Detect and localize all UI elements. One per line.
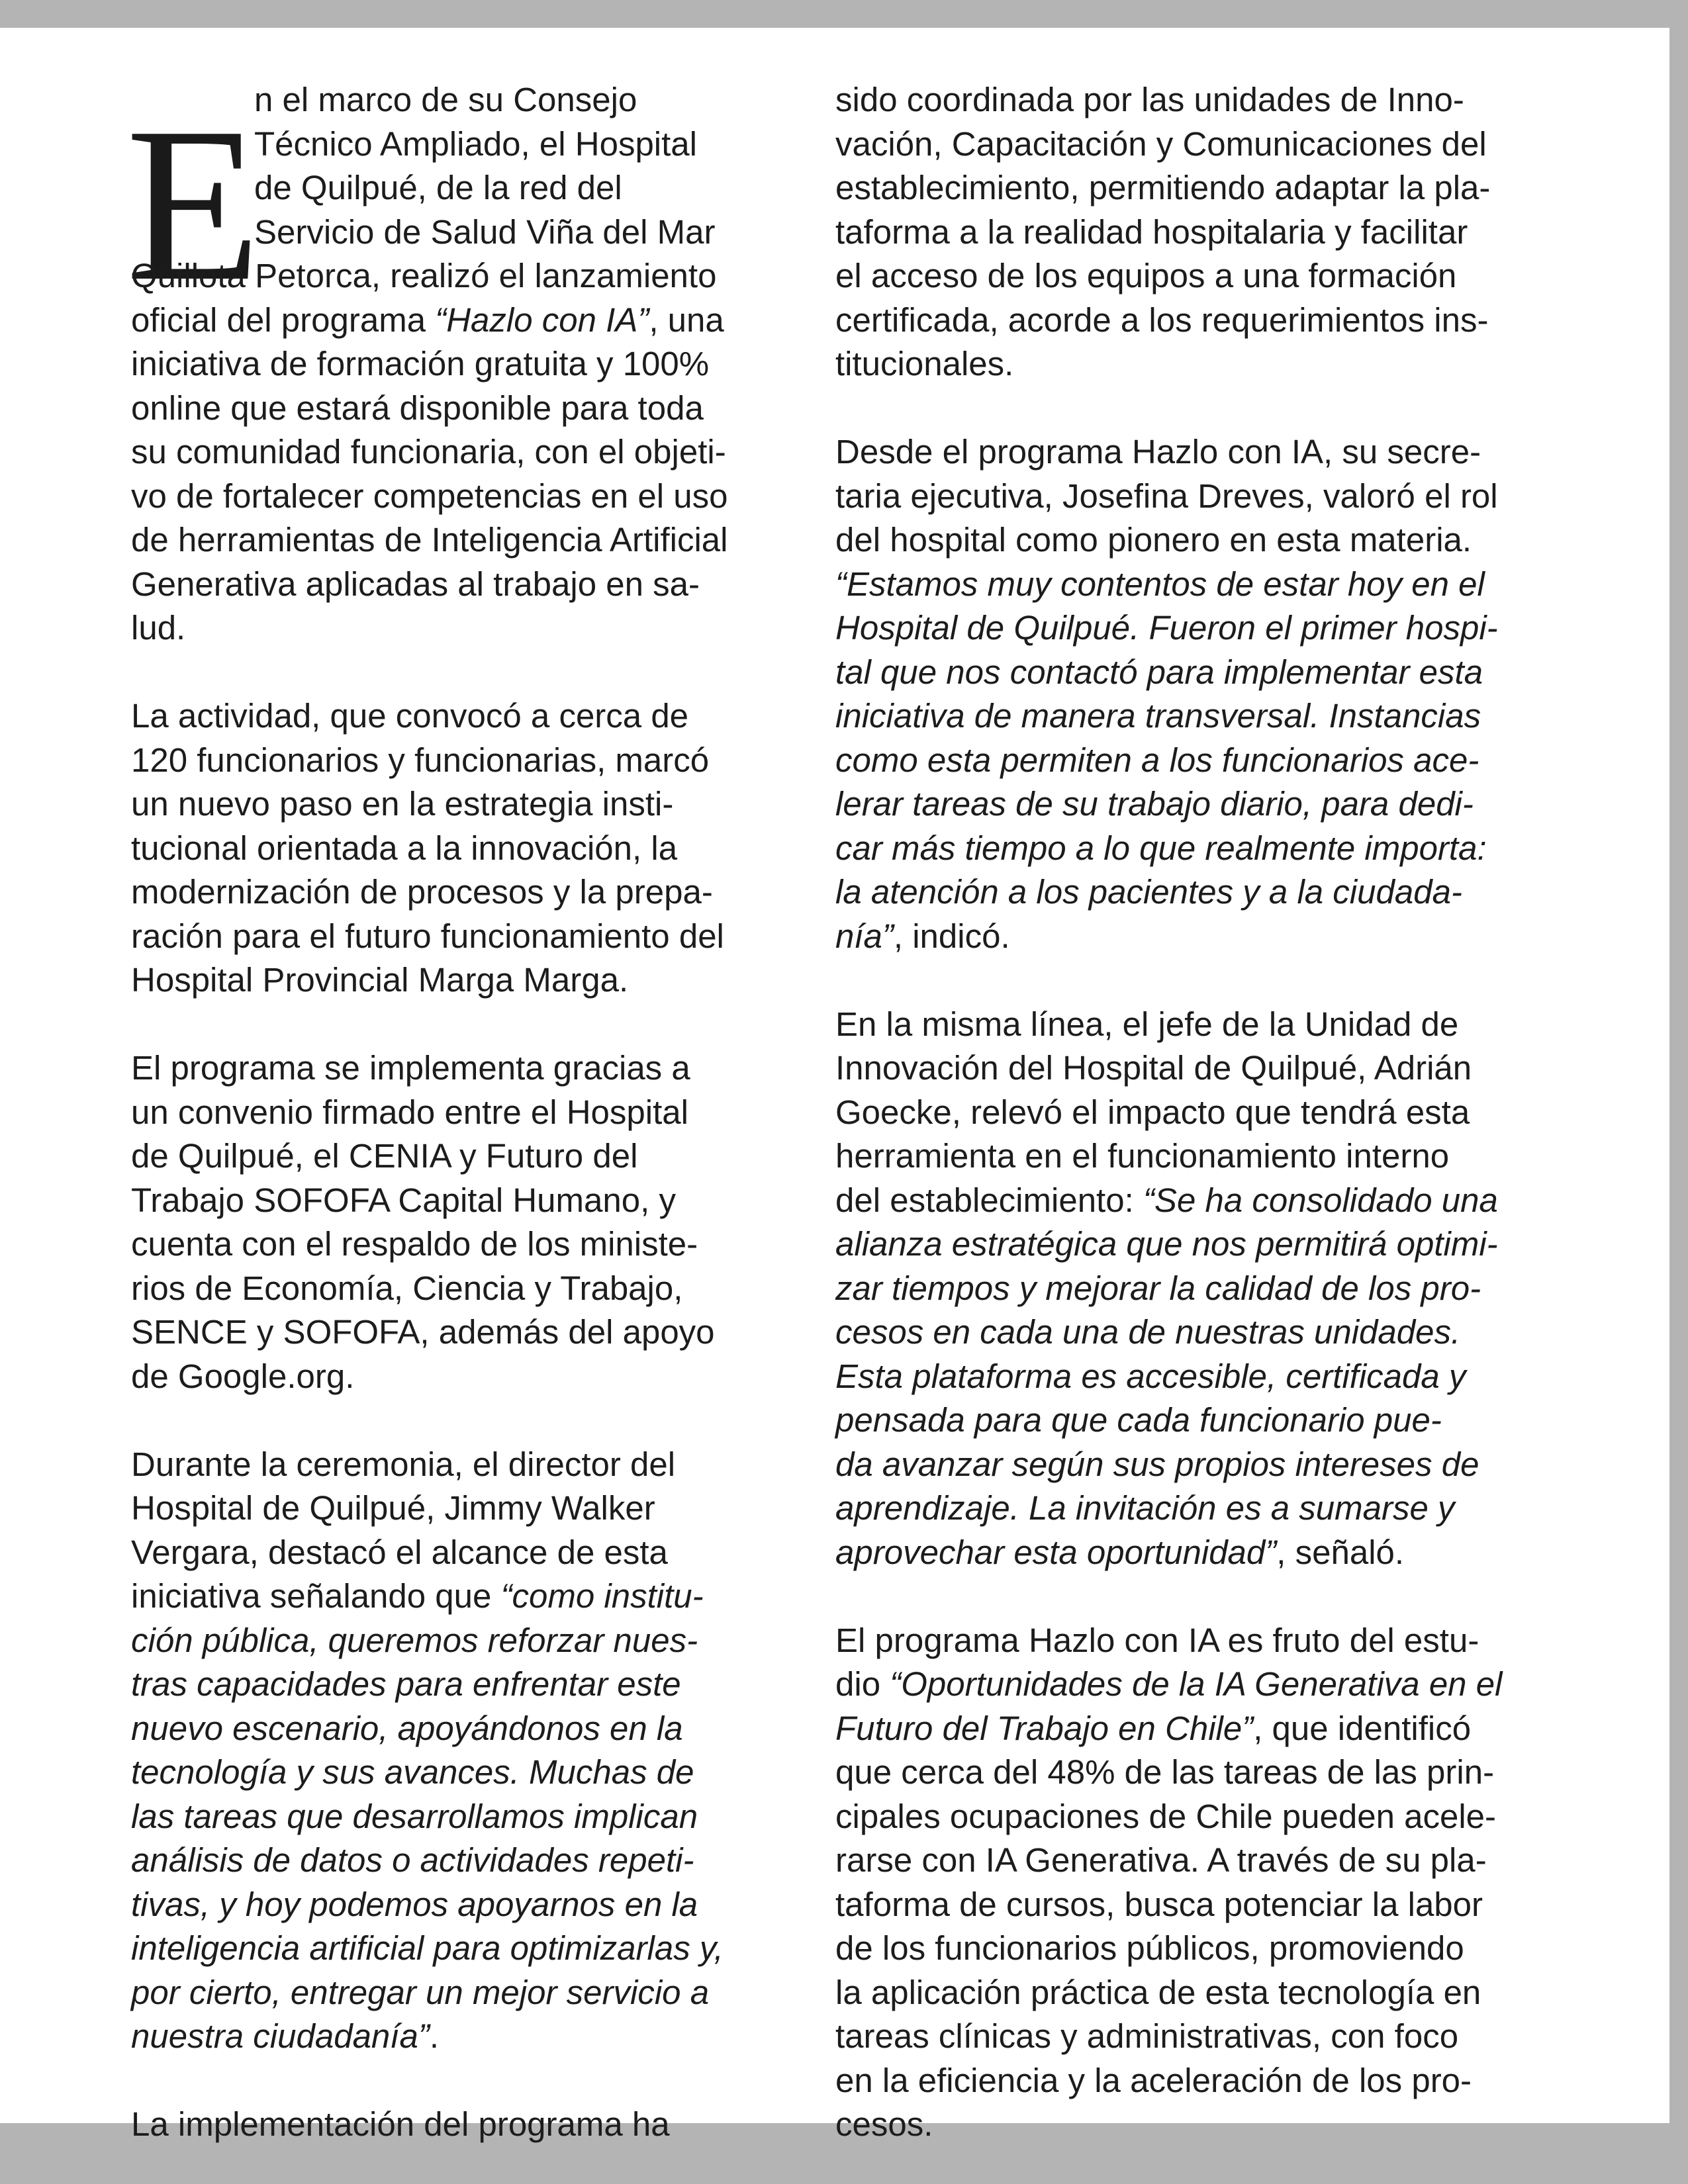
quote-text: tivas, y hoy podemos apoyarnos en la bbox=[131, 1885, 698, 1923]
text-line bbox=[835, 166, 1590, 210]
text-line bbox=[835, 1707, 1590, 1751]
text-line bbox=[835, 1443, 1590, 1487]
body-text: tucional orientada a la innovación, la bbox=[131, 829, 678, 867]
body-text: El programa se implementa gracias a bbox=[131, 1049, 690, 1087]
quote-text: como esta permiten a los funcionarios ace- bbox=[835, 741, 1479, 779]
quote-text: da avanzar según sus propios intereses de bbox=[835, 1445, 1479, 1483]
article-right-column bbox=[835, 78, 1590, 2147]
text-line bbox=[131, 958, 786, 1003]
body-text: rarse con IA Generativa. A través de su pla- bbox=[835, 1841, 1487, 1879]
quote-text: tras capacidades para enfrentar este bbox=[131, 1665, 681, 1703]
text-line bbox=[131, 1662, 786, 1707]
body-text: el acceso de los equipos a una formación bbox=[835, 257, 1457, 295]
body-text: En la misma línea, el jefe de la Unidad de bbox=[835, 1005, 1459, 1043]
body-text: titucionales. bbox=[835, 345, 1014, 383]
text-line bbox=[835, 298, 1590, 343]
quote-text: tecnología y sus avances. Muchas de bbox=[131, 1753, 694, 1791]
text-line bbox=[131, 1531, 786, 1575]
text-line bbox=[835, 1091, 1590, 1135]
text-line bbox=[131, 1839, 786, 1883]
text-line bbox=[835, 651, 1590, 695]
text-line bbox=[131, 1927, 786, 1971]
text-line bbox=[835, 1619, 1590, 1663]
text-line bbox=[131, 827, 786, 871]
quote-text: análisis de datos o actividades repeti- bbox=[131, 1841, 694, 1879]
paragraph-gap bbox=[835, 1574, 1590, 1619]
body-text: en la eficiencia y la aceleración de los pro- bbox=[835, 2061, 1472, 2099]
text-line bbox=[835, 1179, 1590, 1223]
body-text: herramienta en el funcionamiento interno bbox=[835, 1137, 1450, 1175]
body-text: Desde el programa Hazlo con IA, su secre- bbox=[835, 433, 1481, 471]
quote-text: zar tiempos y mejorar la calidad de los pro- bbox=[835, 1269, 1481, 1307]
text-line bbox=[835, 1003, 1590, 1047]
quote-text: “Se ha consolidado una bbox=[1143, 1181, 1498, 1219]
body-text: vación, Capacitación y Comunicaciones del bbox=[835, 124, 1487, 163]
text-line bbox=[835, 1222, 1590, 1267]
text-line bbox=[835, 915, 1590, 959]
quote-text: “Hazlo con IA” bbox=[435, 300, 649, 339]
text-line bbox=[131, 210, 786, 255]
text-line bbox=[131, 739, 786, 783]
body-text: taria ejecutiva, Josefina Dreves, valoró el rol bbox=[835, 477, 1498, 515]
body-text: que cerca del 48% de las tareas de las prin- bbox=[835, 1753, 1495, 1791]
body-text: su comunidad funcionaria, con el objeti- bbox=[131, 433, 726, 471]
text-line bbox=[131, 298, 786, 343]
text-line bbox=[131, 2103, 786, 2147]
body-text: SENCE y SOFOFA, además del apoyo bbox=[131, 1313, 715, 1351]
paragraph-gap bbox=[835, 958, 1590, 1003]
body-text: oficial del programa bbox=[131, 300, 436, 339]
body-text: rios de Economía, Ciencia y Trabajo, bbox=[131, 1269, 683, 1307]
body-text: un convenio firmado entre el Hospital bbox=[131, 1093, 688, 1131]
body-text: Trabajo SOFOFA Capital Humano, y bbox=[131, 1181, 676, 1219]
body-text: online que estará disponible para toda bbox=[131, 388, 704, 427]
text-line bbox=[835, 122, 1590, 167]
text-line bbox=[835, 1310, 1590, 1355]
text-line bbox=[835, 475, 1590, 519]
text-line bbox=[131, 782, 786, 827]
text-line bbox=[131, 2015, 786, 2059]
body-text: El programa Hazlo con IA es fruto del estu- bbox=[835, 1621, 1479, 1659]
text-line bbox=[131, 475, 786, 519]
text-line bbox=[131, 1751, 786, 1795]
body-text: establecimiento, permitiendo adaptar la pla- bbox=[835, 169, 1491, 206]
body-text: , indicó. bbox=[893, 917, 1010, 955]
text-line bbox=[835, 342, 1590, 387]
text-line bbox=[131, 1707, 786, 1751]
quote-text: nía” bbox=[835, 917, 894, 955]
text-line bbox=[131, 606, 786, 651]
body-text: . bbox=[429, 2017, 439, 2055]
text-line bbox=[131, 1310, 786, 1355]
body-text: iniciativa señalando que bbox=[131, 1577, 501, 1615]
text-line bbox=[131, 1619, 786, 1663]
quote-text: nuevo escenario, apoyándonos en la bbox=[131, 1709, 683, 1747]
body-text: cesos. bbox=[835, 2105, 933, 2143]
text-line bbox=[131, 1046, 786, 1091]
body-text: de Quilpué, el CENIA y Futuro del bbox=[131, 1137, 638, 1175]
text-line bbox=[835, 563, 1590, 607]
text-line bbox=[835, 1398, 1590, 1443]
text-line bbox=[131, 342, 786, 387]
quote-text: ción pública, queremos reforzar nues- bbox=[131, 1621, 698, 1659]
body-text: , que identificó bbox=[1253, 1709, 1472, 1747]
text-line bbox=[835, 1134, 1590, 1179]
body-text: tareas clínicas y administrativas, con foco bbox=[835, 2017, 1459, 2055]
body-text: , señaló. bbox=[1276, 1533, 1405, 1571]
text-line bbox=[835, 254, 1590, 298]
text-line bbox=[131, 1443, 786, 1487]
text-line bbox=[131, 1134, 786, 1179]
text-line bbox=[835, 1662, 1590, 1707]
quote-text: “Oportunidades de la IA Generativa en el bbox=[890, 1665, 1503, 1703]
text-line bbox=[835, 1267, 1590, 1311]
body-text: ración para el futuro funcionamiento del bbox=[131, 917, 724, 955]
article-left-column bbox=[131, 78, 786, 2147]
text-line bbox=[835, 1046, 1590, 1091]
body-text: Goecke, relevó el impacto que tendrá esta bbox=[835, 1093, 1470, 1131]
body-text: taforma a la realidad hospitalaria y facilitar bbox=[835, 212, 1468, 251]
body-text: vo de fortalecer competencias en el uso bbox=[131, 477, 728, 515]
body-text: del establecimiento: bbox=[835, 1181, 1143, 1219]
text-line bbox=[131, 254, 786, 298]
body-text: de Quilpué, de la red del bbox=[254, 169, 622, 206]
text-line bbox=[131, 1179, 786, 1223]
text-line bbox=[835, 1486, 1590, 1531]
body-text: sido coordinada por las unidades de Inno- bbox=[835, 81, 1464, 118]
text-line bbox=[835, 782, 1590, 827]
text-line bbox=[131, 1222, 786, 1267]
text-line bbox=[835, 1971, 1590, 2015]
text-line bbox=[835, 1751, 1590, 1795]
paragraph-gap bbox=[131, 651, 786, 695]
text-line bbox=[835, 1883, 1590, 1927]
body-text: de los funcionarios públicos, promoviendo bbox=[835, 1929, 1464, 1967]
text-line bbox=[835, 2059, 1590, 2103]
body-text: la aplicación práctica de esta tecnología en bbox=[835, 1973, 1481, 2011]
text-line bbox=[835, 739, 1590, 783]
quote-text: la atención a los pacientes y a la ciudada- bbox=[835, 873, 1462, 911]
body-text: Vergara, destacó el alcance de esta bbox=[131, 1533, 668, 1571]
text-line bbox=[131, 430, 786, 475]
text-line bbox=[131, 387, 786, 431]
quote-text: cesos en cada una de nuestras unidades. bbox=[835, 1313, 1461, 1351]
text-line bbox=[131, 870, 786, 915]
text-line bbox=[835, 1355, 1590, 1399]
quote-text: nuestra ciudadanía” bbox=[131, 2017, 430, 2055]
body-text: Técnico Ampliado, el Hospital bbox=[254, 124, 698, 163]
body-text: iniciativa de formación gratuita y 100% bbox=[131, 345, 710, 383]
text-line bbox=[835, 1839, 1590, 1883]
body-text: certificada, acorde a los requerimientos ins- bbox=[835, 300, 1489, 339]
text-line bbox=[131, 563, 786, 607]
quote-text: Esta plataforma es accesible, certificada y bbox=[835, 1357, 1466, 1395]
body-text: Generativa aplicadas al trabajo en sa- bbox=[131, 565, 700, 603]
text-line bbox=[131, 1355, 786, 1399]
quote-text: las tareas que desarrollamos implican bbox=[131, 1797, 698, 1835]
body-text: cuenta con el respaldo de los ministe- bbox=[131, 1225, 698, 1263]
text-line bbox=[131, 1883, 786, 1927]
body-text: Innovación del Hospital de Quilpué, Adrián bbox=[835, 1049, 1472, 1087]
body-text: de herramientas de Inteligencia Artificial bbox=[131, 521, 728, 559]
text-line bbox=[835, 210, 1590, 255]
paragraph-gap bbox=[131, 2059, 786, 2103]
body-text: Hospital de Quilpué, Jimmy Walker bbox=[131, 1489, 655, 1527]
body-text: cipales ocupaciones de Chile pueden acele- bbox=[835, 1797, 1497, 1835]
quote-text: “como institu- bbox=[500, 1577, 704, 1615]
body-text: Durante la ceremonia, el director del bbox=[131, 1445, 676, 1483]
body-text: , una bbox=[649, 300, 724, 339]
paragraph-gap bbox=[835, 387, 1590, 431]
text-line bbox=[131, 518, 786, 563]
body-text: de Google.org. bbox=[131, 1357, 355, 1395]
text-line bbox=[835, 694, 1590, 739]
quote-text: alianza estratégica que nos permitirá optimi- bbox=[835, 1225, 1498, 1263]
text-line bbox=[835, 1795, 1590, 1839]
text-line bbox=[835, 2103, 1590, 2147]
quote-text: inteligencia artificial para optimizarlas y, bbox=[131, 1929, 724, 1967]
body-text: Hospital Provincial Marga Marga. bbox=[131, 961, 629, 999]
quote-text: Hospital de Quilpué. Fueron el primer hospi- bbox=[835, 609, 1498, 647]
body-text: un nuevo paso en la estrategia insti- bbox=[131, 785, 674, 823]
text-line bbox=[131, 1971, 786, 2015]
text-line bbox=[835, 827, 1590, 871]
text-line bbox=[835, 2015, 1590, 2059]
body-text: Servicio de Salud Viña del Mar bbox=[254, 212, 716, 251]
text-line bbox=[835, 430, 1590, 475]
body-text: dio bbox=[835, 1665, 890, 1703]
quote-text: “Estamos muy contentos de estar hoy en el bbox=[835, 565, 1485, 603]
text-line bbox=[131, 122, 786, 167]
body-text: La implementación del programa ha bbox=[131, 2105, 670, 2143]
body-text: n el marco de su Consejo bbox=[254, 81, 637, 118]
body-text: del hospital como pionero en esta materia. bbox=[835, 521, 1472, 559]
drop-cap: E bbox=[126, 82, 261, 327]
quote-text: lerar tareas de su trabajo diario, para dedi- bbox=[835, 785, 1474, 823]
text-line bbox=[131, 166, 786, 210]
text-line bbox=[131, 1091, 786, 1135]
text-line bbox=[131, 78, 786, 122]
body-text: taforma de cursos, busca potenciar la labor bbox=[835, 1885, 1483, 1923]
quote-text: Futuro del Trabajo en Chile” bbox=[835, 1709, 1254, 1747]
text-line bbox=[131, 1795, 786, 1839]
text-line bbox=[835, 518, 1590, 563]
quote-text: aprendizaje. La invitación es a sumarse y bbox=[835, 1489, 1455, 1527]
text-line bbox=[835, 606, 1590, 651]
body-text: modernización de procesos y la prepa- bbox=[131, 873, 713, 911]
quote-text: pensada para que cada funcionario pue- bbox=[835, 1401, 1442, 1439]
text-line bbox=[131, 1267, 786, 1311]
body-text: Quillota Petorca, realizó el lanzamiento bbox=[131, 257, 717, 295]
quote-text: aprovechar esta oportunidad” bbox=[835, 1533, 1277, 1571]
article-page bbox=[0, 28, 1669, 2143]
text-line bbox=[835, 1531, 1590, 1575]
text-line bbox=[835, 870, 1590, 915]
text-line bbox=[131, 694, 786, 739]
text-line bbox=[131, 1486, 786, 1531]
paragraph-gap bbox=[131, 1003, 786, 1047]
body-text: lud. bbox=[131, 609, 186, 647]
body-text: La actividad, que convocó a cerca de bbox=[131, 697, 689, 735]
text-line bbox=[131, 1574, 786, 1619]
text-line bbox=[835, 78, 1590, 122]
text-line bbox=[835, 1927, 1590, 1971]
quote-text: tal que nos contactó para implementar esta bbox=[835, 653, 1483, 691]
quote-text: car más tiempo a lo que realmente importa: bbox=[835, 829, 1487, 867]
body-text: 120 funcionarios y funcionarias, marcó bbox=[131, 741, 710, 779]
paragraph-gap bbox=[131, 1398, 786, 1443]
quote-text: iniciativa de manera transversal. Instancias bbox=[835, 697, 1481, 735]
text-line bbox=[131, 915, 786, 959]
quote-text: por cierto, entregar un mejor servicio a bbox=[131, 1973, 710, 2011]
